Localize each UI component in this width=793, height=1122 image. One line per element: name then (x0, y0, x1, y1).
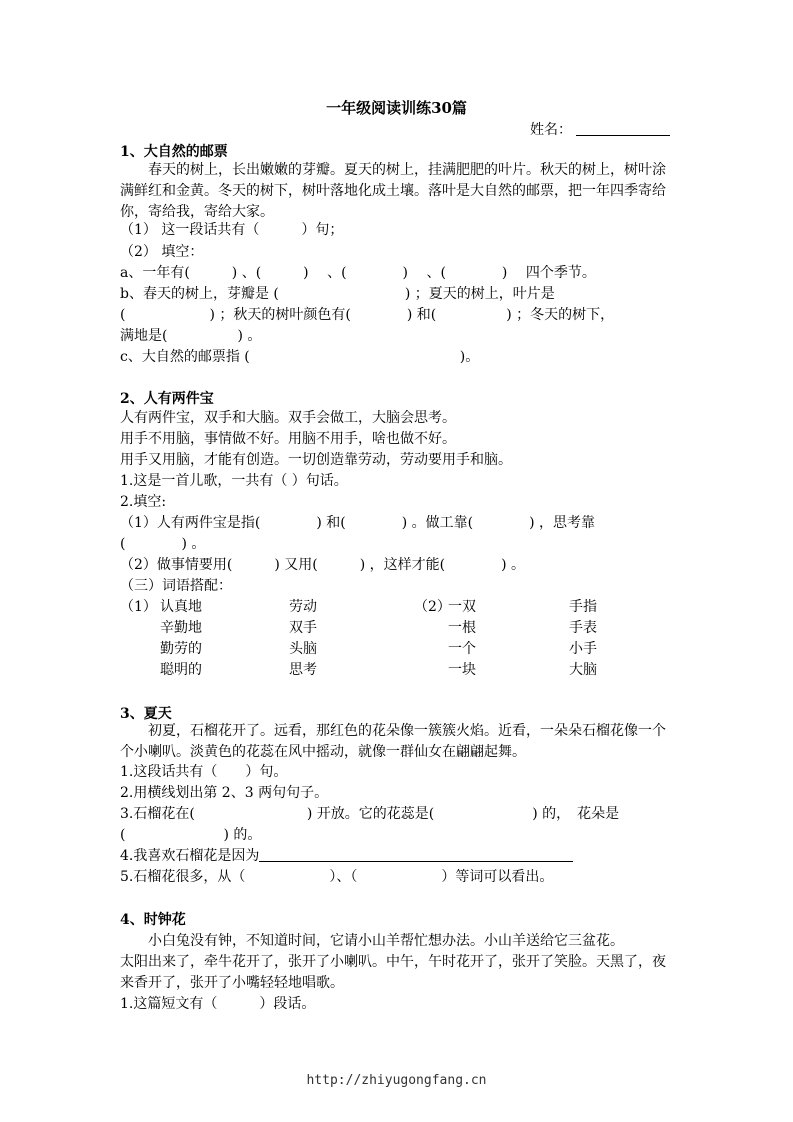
s3-question-1: 1.这段话共有（ ）句。 (120, 764, 288, 780)
s3-question-4 (120, 846, 573, 867)
s2-question-3: （三）词语搭配： (120, 578, 232, 594)
match-left-label: （1） (120, 599, 157, 615)
s1-question-a: a、一年有( ) 、( ) 、( ) 、( ) 四个季节。 (120, 265, 596, 281)
section-1-passage: 春天的树上，长出嫩嫩的芽瓣。夏天的树上，挂满肥肥的叶片。秋天的树上，树叶涂满鲜红和金黄。冬天的树下，树叶落地化成土壤。落叶是大自然的邮票，把一年四季寄给你，寄给我，寄给大家。 (120, 162, 666, 220)
match-col-2 (289, 597, 317, 681)
s1-question-2: （2） 填空： (120, 244, 204, 260)
s3-question-5: 5.石榴花很多，从（ ）、（ ）等词可以看出。 (120, 869, 554, 885)
footer-url: http://zhiyugongfang.cn (306, 1073, 487, 1088)
s2-question-1: 1.这是一首儿歌，一共有（ ）句话。 (120, 473, 348, 489)
section-3-heading: 3、夏天 (120, 706, 172, 722)
match-item: 一根 (448, 620, 476, 636)
match-item: 小手 (569, 641, 597, 657)
match-col-4 (569, 597, 597, 681)
name-label: 姓名： (530, 122, 572, 138)
s1-question-b-line-2: ( ) ；秋天的树叶颜色有( ) 和( ) ；冬天的树下， (120, 307, 615, 323)
s3-question-3-line-1: 3.石榴花在( ) 开放。它的花蕊是( ) 的， 花朵是 (120, 806, 620, 822)
name-field (530, 119, 670, 139)
match-item: 一个 (448, 641, 476, 657)
match-item: 大脑 (569, 662, 597, 678)
match-col-3 (448, 597, 476, 681)
match-col-1 (160, 597, 202, 681)
s1-question-b-line-3: 满地是( ) 。 (120, 328, 262, 344)
page-title: 一年级阅读训练30篇 (326, 99, 467, 117)
match-item: 一双 (448, 599, 476, 615)
match-item: 手指 (569, 599, 597, 615)
section-4-heading: 4、时钟花 (120, 912, 186, 928)
section-1-heading: 1、大自然的邮票 (120, 144, 228, 160)
match-item: 头脑 (289, 641, 317, 657)
s2-question-2a-line-1: （1）人有两件宝是指( ) 和( ) 。做工靠( ) ，思考靠 (120, 515, 596, 531)
match-item: 双手 (289, 620, 317, 636)
section-2-heading: 2、人有两件宝 (120, 391, 214, 407)
match-item: 手表 (569, 620, 597, 636)
s2-question-2b: （2）做事情要用( ) 又用( ) ，这样才能( ) 。 (120, 557, 526, 573)
match-item: 劳动 (289, 599, 317, 615)
match-item: 一块 (448, 662, 476, 678)
section-4-passage-2: 太阳出来了，牵牛花开了，张开了小喇叭。中午，午时花开了，张开了笑脸。天黑了，夜来香开了，张开了小嘴轻轻地唱歌。 (120, 954, 666, 991)
match-item: 聪明的 (160, 662, 202, 678)
s2-poem-line-1: 人有两件宝，双手和大脑。双手会做工，大脑会思考。 (120, 410, 456, 426)
s2-question-2: 2.填空: (120, 494, 167, 510)
match-right-label: （2） (414, 599, 451, 615)
s4-question-1: 1.这篇短文有（ ）段话。 (120, 996, 316, 1012)
s3-question-3-line-2: ( ) 的。 (120, 827, 262, 843)
answer-line (259, 847, 573, 862)
s2-question-2a-line-2: ( ) 。 (120, 536, 206, 552)
s2-poem-line-2: 用手不用脑，事情做不好。用脑不用手，啥也做不好。 (120, 431, 456, 447)
section-3-passage: 初夏，石榴花开了。远看，那红色的花朵像一簇簇火焰。近看，一朵朵石榴花像一个个小喇叭。淡黄色的花蕊在风中摇动，就像一群仙女在翩翩起舞。 (120, 723, 666, 760)
name-blank (576, 121, 670, 136)
section-4-passage-1: 小白兔没有钟，不知道时间，它请小山羊帮忙想办法。小山羊送给它三盆花。 (148, 933, 624, 949)
s1-question-1: （1） 这一段话共有（ ）句； (120, 222, 344, 238)
match-item: 认真地 (160, 599, 202, 615)
s2-poem-line-3: 用手又用脑，才能有创造。一切创造靠劳动，劳动要用手和脑。 (120, 452, 512, 468)
s1-question-b-line-1: b、春天的树上，芽瓣是 ( ) ；夏天的树上，叶片是 (120, 286, 555, 302)
s3-question-2: 2.用横线划出第 2、3 两句句子。 (120, 785, 329, 801)
s3-question-4-text: 4.我喜欢石榴花是因为 (120, 848, 260, 864)
match-item: 思考 (289, 662, 317, 678)
match-item: 辛勤地 (160, 620, 202, 636)
match-item: 勤劳的 (160, 641, 202, 657)
s1-question-c: c、大自然的邮票指 ( )。 (120, 349, 480, 365)
